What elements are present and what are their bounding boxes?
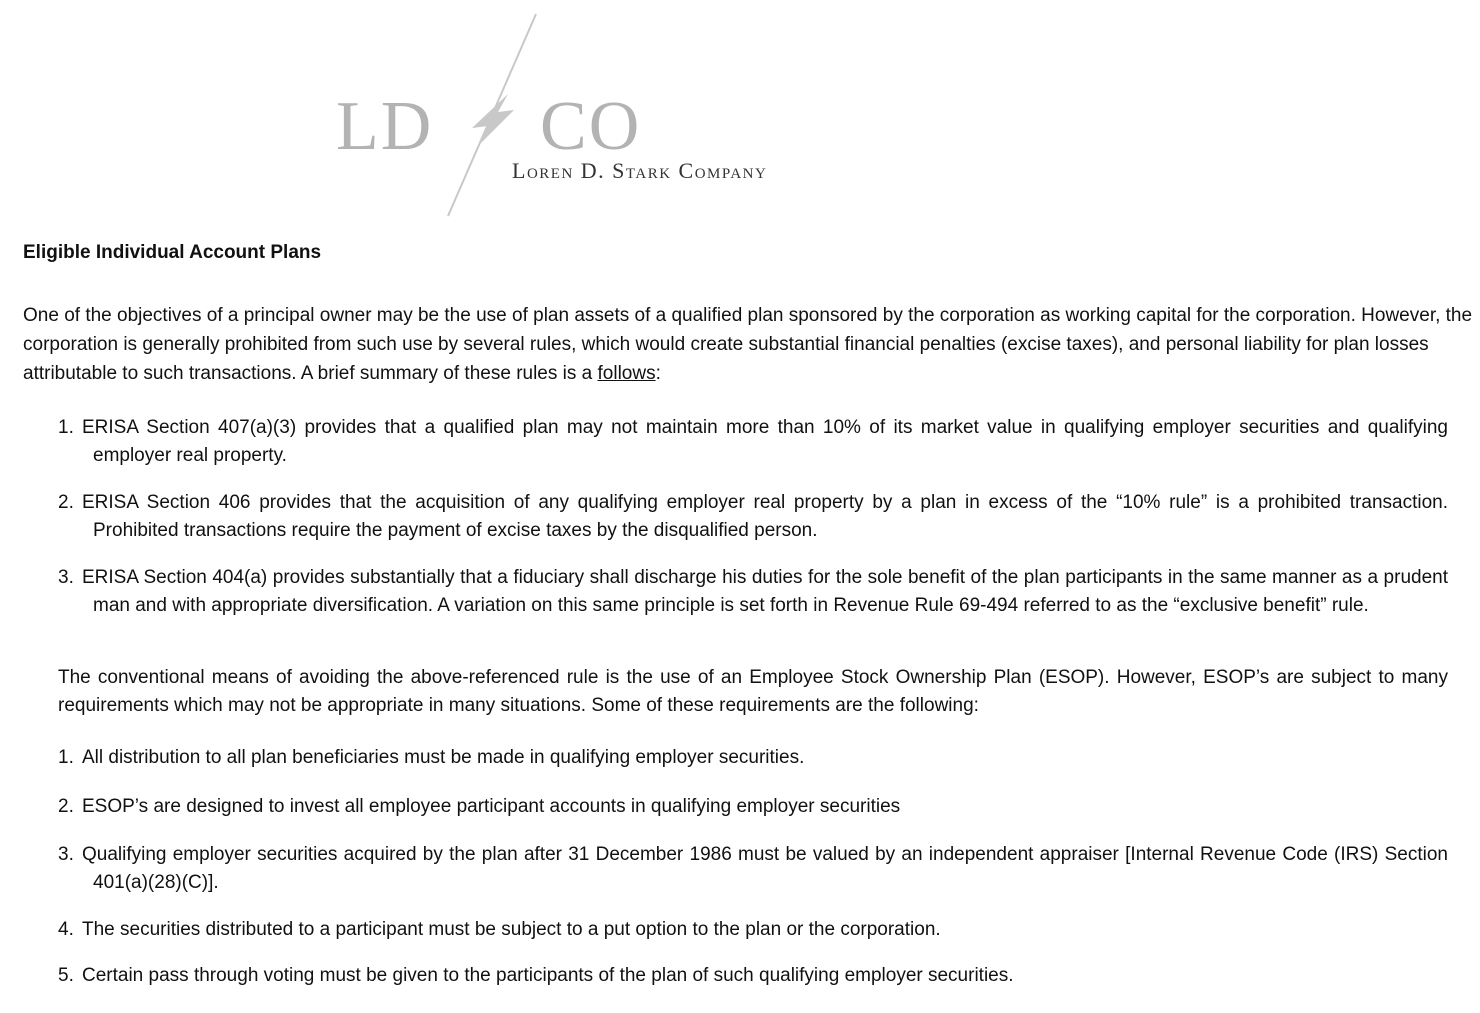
logo-mark-co: CO (540, 88, 642, 165)
list-item-number: 5. (58, 965, 74, 986)
list-item-text: ERISA Section 407(a)(3) provides that a qualified plan may not maintain more than 10% of its market value in qualifying employer securities and qualifying employer real property. (82, 417, 1448, 466)
intro-text: One of the objectives of a principal owner may be the use of plan assets of a qualified plan sponsored by the corporation as working capital for the corporation. However, the corporation is generally prohibited from such use by several rules, which would create substantial financial penalties (excise taxes), and personal liability for plan losses attributable to such transactions. A brief summary of these rules is a (23, 305, 1473, 384)
company-name: Loren D. Stark Company (512, 158, 768, 183)
list-item-number: 2. (58, 796, 74, 817)
list-item-number: 3. (58, 844, 74, 865)
intro-paragraph (23, 301, 1475, 388)
list-item (58, 489, 1448, 545)
company-logo (330, 10, 810, 225)
list-item-text: The securities distributed to a participant must be subject to a put option to the plan or the corporation. (82, 919, 941, 940)
list-item (58, 564, 1448, 620)
list-item-text: All distribution to all plan beneficiaries must be made in qualifying employer securities. (82, 747, 805, 768)
list-item (58, 793, 1448, 821)
list-item (58, 414, 1448, 470)
list-item-number: 4. (58, 919, 74, 940)
intro-underlined-word: follows (597, 363, 656, 384)
intro-text-end: : (655, 363, 661, 384)
list-item (58, 744, 1448, 772)
list-item-text: Certain pass through voting must be given to the participants of the plan of such qualifying employer securities. (82, 965, 1014, 986)
list-item (58, 841, 1448, 897)
list-item (58, 916, 1448, 944)
list-item-number: 1. (58, 747, 74, 768)
list-item-number: 3. (58, 567, 74, 588)
list-item-text: ESOP’s are designed to invest all employee participant accounts in qualifying employer securities (82, 796, 901, 817)
list-item-text: ERISA Section 404(a) provides substantially that a fiduciary shall discharge his duties for the sole benefit of the plan participants in the same manner as a prudent man and with appropriate diversification. A variation on this same principle is set forth in Revenue Rule 69-494 referred to as the “exclusive benefit” rule. (82, 567, 1448, 616)
page-title: Eligible Individual Account Plans (23, 242, 322, 263)
rules-list (58, 414, 1448, 620)
list-item-number: 2. (58, 492, 74, 513)
list-item-text: ERISA Section 406 provides that the acquisition of any qualifying employer real property by a plan in excess of the “10% rule” is a prohibited transaction. Prohibited transactions require the payment of excise taxes by the disqualified person. (82, 492, 1448, 541)
logo-mark-ld: LD (336, 88, 434, 165)
list-item-text: Qualifying employer securities acquired by the plan after 31 December 1986 must be valued by an independent appraiser [Internal Revenue Code (IRS) Section 401(a)(28)(C)]. (82, 844, 1448, 893)
list-item (58, 962, 1448, 990)
requirements-list (58, 744, 1448, 990)
list-item-number: 1. (58, 417, 74, 438)
esop-paragraph: The conventional means of avoiding the above-referenced rule is the use of an Employee Stock Ownership Plan (ESOP). However, ESOP’s are subject to many requirements which may not be appropriate in many situations. Some of these requirements are the following: (58, 667, 1448, 716)
